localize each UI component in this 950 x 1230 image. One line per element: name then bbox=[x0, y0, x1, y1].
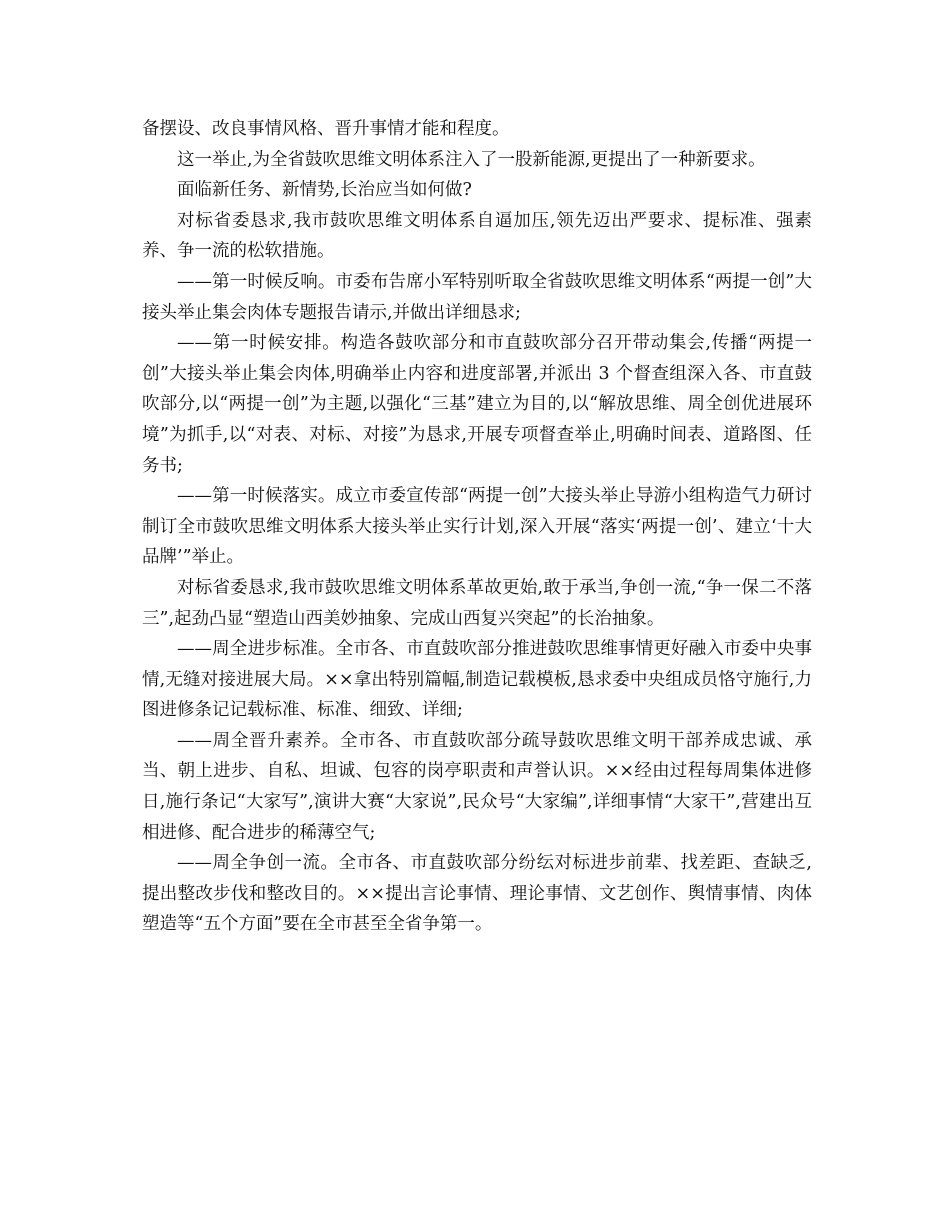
paragraph: ——周全争创一流。全市各、市直鼓吹部分纷纭对标进步前辈、找差距、查缺乏,提出整改步伐和整改目的。××提出言论事情、理论事情、文艺创作、舆情事情、肉体塑造等“五个方面”要在全市甚至全省争第一。 bbox=[142, 853, 812, 935]
document-body bbox=[142, 114, 812, 940]
paragraph-continuation: 备摆设、改良事情风格、晋升事情才能和程度。 bbox=[142, 119, 510, 139]
paragraph: 对标省委恳求,我市鼓吹思维文明体系革故更始,敢于承当,争创一流,“争一保二不落三”,起劲凸显“塑造山西美妙抽象、完成山西复兴突起”的长治抽象。 bbox=[142, 577, 812, 629]
paragraph: ——第一时候安排。构造各鼓吹部分和市直鼓吹部分召开带动集会,传播“两提一创”大接头举止集会肉体,明确举止内容和进度部署,并派出 3 个督查组深入各、市直鼓吹部分,以“两提一创”为主题,以强化“三基”建立为目的,以“解放思维、周全创优进展环境”为抓手,以“对表、对标、对接”为恳求,开展专项督查举止,明确时间表、道路图、任务书; bbox=[142, 333, 812, 476]
paragraph: 面临新任务、新情势,长治应当如何做? bbox=[177, 180, 472, 201]
paragraph: 这一举止,为全省鼓吹思维文明体系注入了一股新能源,更提出了一种新要求。 bbox=[177, 149, 766, 170]
paragraph: ——周全进步标准。全市各、市直鼓吹部分推进鼓吹思维事情更好融入市委中央事情,无缝对接进展大局。××拿出特别篇幅,制造记载模板,恳求委中央组成员恪守施行,力图进修条记记载标准、标准、细致、详细; bbox=[142, 639, 812, 721]
paragraph: ——第一时候落实。成立市委宣传部“两提一创”大接头举止导游小组构造气力研讨制订全市鼓吹思维文明体系大接头举止实行计划,深入开展“落实‘两提一创’、建立‘十大品牌’”举止。 bbox=[142, 486, 812, 568]
paragraph: ——第一时候反响。市委布告席小军特别听取全省鼓吹思维文明体系“两提一创”大接头举止集会肉体专题报告请示,并做出详细恳求; bbox=[142, 271, 812, 323]
paragraph: 对标省委恳求,我市鼓吹思维文明体系自逼加压,领先迈出严要求、提标准、强素养、争一流的松软措施。 bbox=[142, 210, 812, 262]
paragraph: ——周全晋升素养。全市各、市直鼓吹部分疏导鼓吹思维文明干部养成忠诚、承当、朝上进步、自私、坦诚、包容的岗亭职责和声誉认识。××经由过程每周集体进修日,施行条记“大家写”,演讲大赛“大家说”,民众号“大家编”,详细事情“大家干”,营建出互相进修、配合进步的稀薄空气; bbox=[142, 730, 812, 843]
